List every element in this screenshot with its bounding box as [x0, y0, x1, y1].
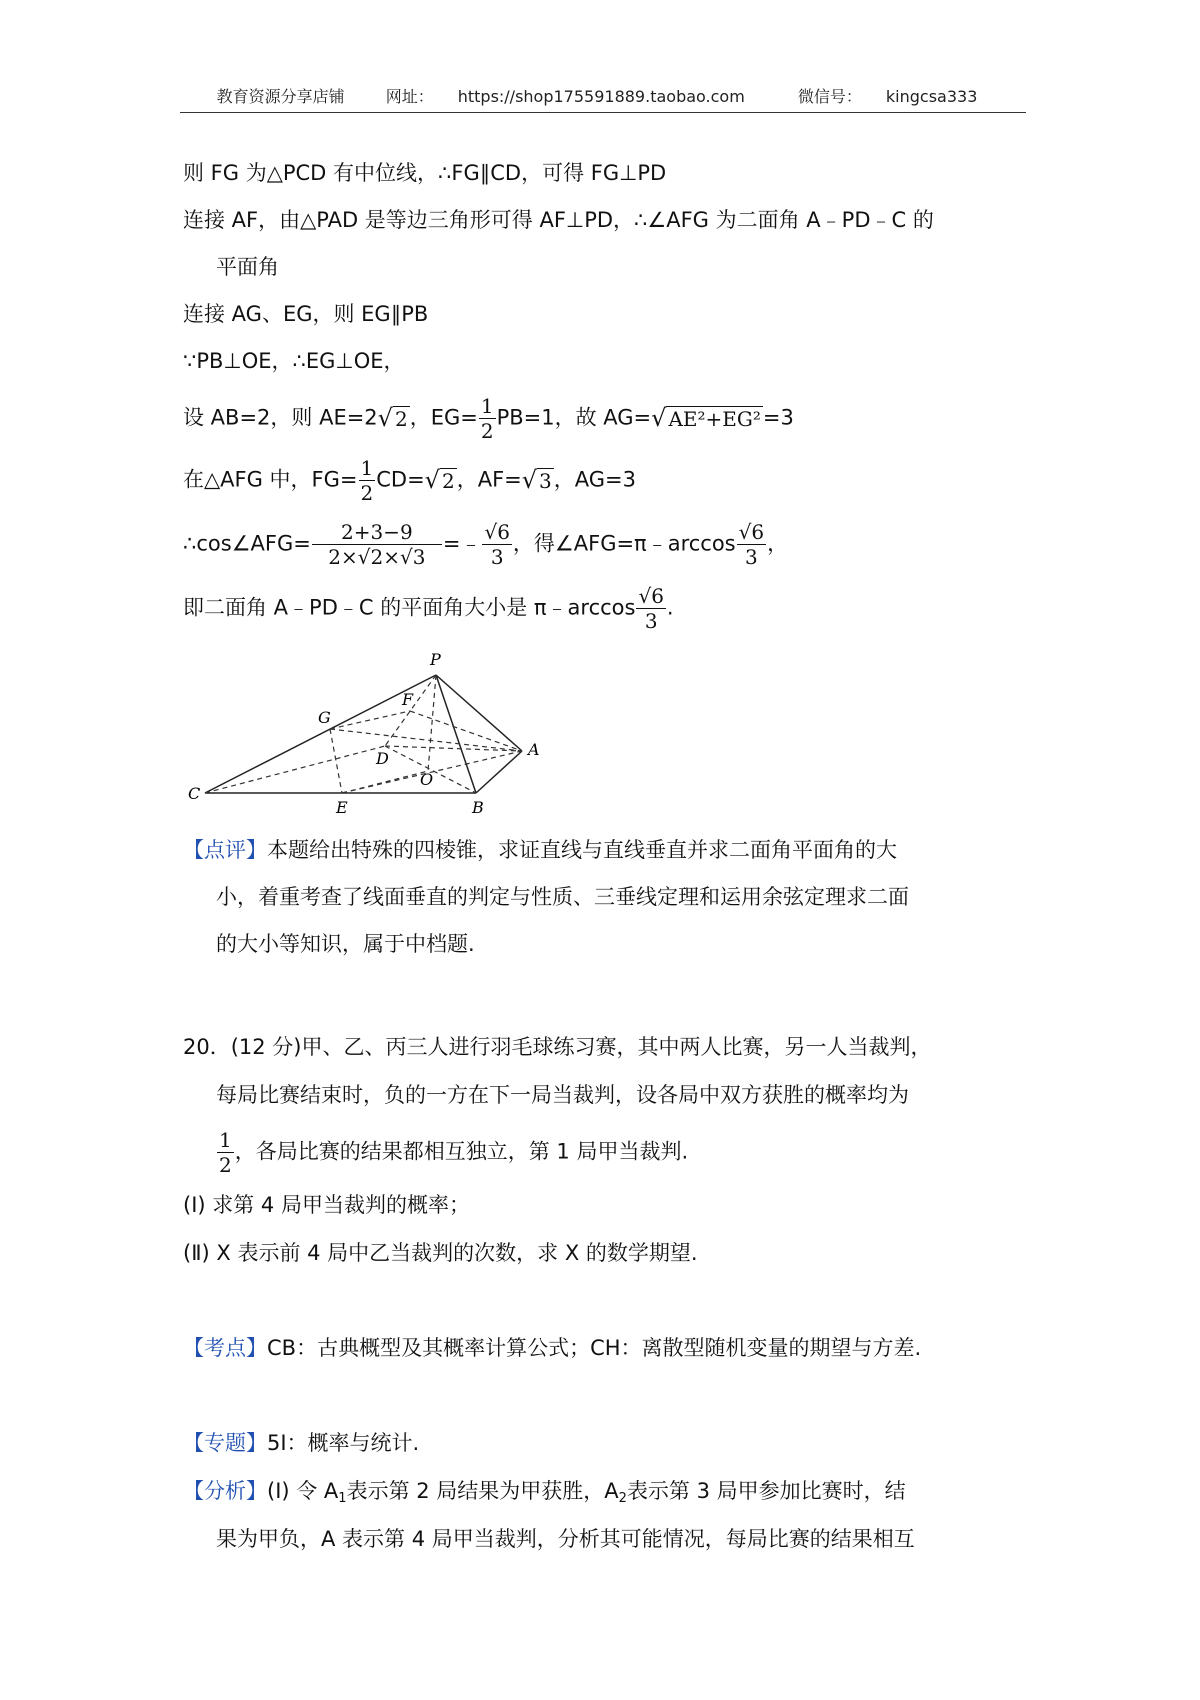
sqrt-2: √ 2: [424, 466, 455, 494]
zhuanti-tag: 【专题】: [183, 1431, 267, 1455]
edge-E-O: [342, 771, 428, 793]
page-header: [180, 86, 1026, 108]
label-B: B: [472, 798, 484, 817]
problem20-line-1: 20．(12 分)甲、乙、丙三人进行羽毛球练习赛，其中两人比赛，另一人当裁判，: [183, 1035, 932, 1059]
label-F: F: [402, 690, 414, 709]
solution-line-4: ∵PB⊥OE，∴EG⊥OE，: [183, 349, 405, 373]
fenxi-tag: 【分析】: [183, 1479, 267, 1503]
comment-line-3: 的大小等知识，属于中档题.: [216, 932, 475, 956]
problem20-line-3: $\frac{1}{2}$ ，各局比赛的结果都相互独立，第 1 局甲当裁判.: [219, 1128, 689, 1177]
sqrt-ae-eg: √ AE²+EG²: [651, 404, 761, 432]
kaodian-tag: 【考点】: [183, 1336, 267, 1360]
problem20-question-2: (Ⅱ) X 表示前 4 局中乙当裁判的次数，求 X 的数学期望.: [183, 1241, 698, 1265]
label-G: G: [318, 708, 331, 727]
solution-line-3: 连接 AG、EG，则 EG∥PB: [183, 302, 429, 326]
wechat-label: 微信号：: [797, 87, 862, 106]
edge-G-A: [330, 729, 522, 751]
solution-line-7: ∴cos∠AFG= $\frac{2+3-9}{2\times√2\times√3}$ =﹣ $\frac{√6}{3}$ ，得∠AFG=π﹣arccos $\frac{√6}{3}$ ，: [183, 520, 789, 569]
sqrt-2: √ 2: [377, 404, 408, 432]
zhuanti-line: 【专题】5I：概率与统计.: [183, 1431, 420, 1455]
edge-P-D: [385, 675, 436, 746]
solution-line-2b: 平面角: [216, 255, 279, 279]
fraction-sqrt6-over-3: $\frac{√6}{3}$: [738, 520, 765, 569]
label-P: P: [430, 650, 441, 669]
cos-fraction: $\frac{2+3-9}{2\times√2\times√3}$: [312, 522, 442, 567]
comment-line-2: 小，着重考查了线面垂直的判定与性质、三垂线定理和运用余弦定理求二面: [216, 885, 909, 909]
solution-line-5: 设 AB=2，则 AE=2√ 2，EG= $\frac{1}{2}$ PB=1，故 AG=√ AE²+EG²=3: [183, 394, 794, 443]
fraction-sqrt6-over-3: $\frac{√6}{3}$: [484, 520, 510, 569]
fraction-half: $\frac{1}{2}$: [480, 394, 494, 443]
problem20-question-1: (Ⅰ) 求第 4 局甲当裁判的概率；: [183, 1193, 470, 1217]
solution-line-8: 即二面角 A﹣PD﹣C 的平面角大小是 π﹣arccos $\frac{√6}{3}$ .: [183, 584, 674, 633]
problem20-line-2: 每局比赛结束时，负的一方在下一局当裁判，设各局中双方获胜的概率均为: [216, 1083, 909, 1107]
fenxi-line-2: 果为甲负，A 表示第 4 局甲当裁判，分析其可能情况，每局比赛的结果相互: [216, 1527, 915, 1551]
shop-name: 教育资源分享店铺: [216, 87, 345, 106]
edge-B-A: [476, 751, 522, 793]
solution-line-6: 在△AFG 中，FG= $\frac{1}{2}$ CD=√ 2，AF=√ 3，AG=3: [183, 456, 637, 505]
label-C: C: [188, 784, 201, 803]
edge-P-O: [428, 675, 436, 771]
fraction-sqrt6-over-3: $\frac{√6}{3}$: [638, 584, 664, 633]
url-label: 网址：: [385, 87, 434, 106]
edge-G-E: [330, 729, 342, 793]
kaodian-line: 【考点】CB：古典概型及其概率计算公式；CH：离散型随机变量的期望与方差.: [183, 1336, 922, 1360]
edge-C-D: [205, 746, 385, 793]
sqrt-3: √ 3: [521, 466, 552, 494]
label-O: O: [420, 770, 434, 789]
fenxi-line-1: 【分析】(I) 令 $A_1$表示第 2 局结果为甲获胜，$A_2$表示第 3 局甲参加比赛时，结: [183, 1479, 906, 1506]
solution-line-1: 则 FG 为△PCD 有中位线，∴FG∥CD，可得 FG⊥PD: [183, 161, 667, 185]
solution-line-2: 连接 AF，由△PAD 是等边三角形可得 AF⊥PD，∴∠AFG 为二面角 A﹣PD﹣C 的: [183, 208, 934, 232]
header-divider: [180, 112, 1026, 113]
comment-line-1: 【点评】本题给出特殊的四棱锥，求证直线与直线垂直并求二面角平面角的大: [183, 838, 897, 862]
label-A: A: [528, 740, 540, 759]
label-D: D: [376, 749, 389, 768]
wechat-id: kingcsa333: [885, 87, 978, 106]
comment-tag: 【点评】: [183, 838, 267, 862]
label-E: E: [336, 798, 348, 817]
fraction-half: $\frac{1}{2}$: [360, 456, 374, 505]
shop-url: https://shop175591889.taobao.com: [457, 87, 745, 106]
fraction-half: $\frac{1}{2}$: [219, 1128, 232, 1177]
pyramid-figure: [180, 645, 560, 820]
edge-G-F: [330, 711, 410, 729]
